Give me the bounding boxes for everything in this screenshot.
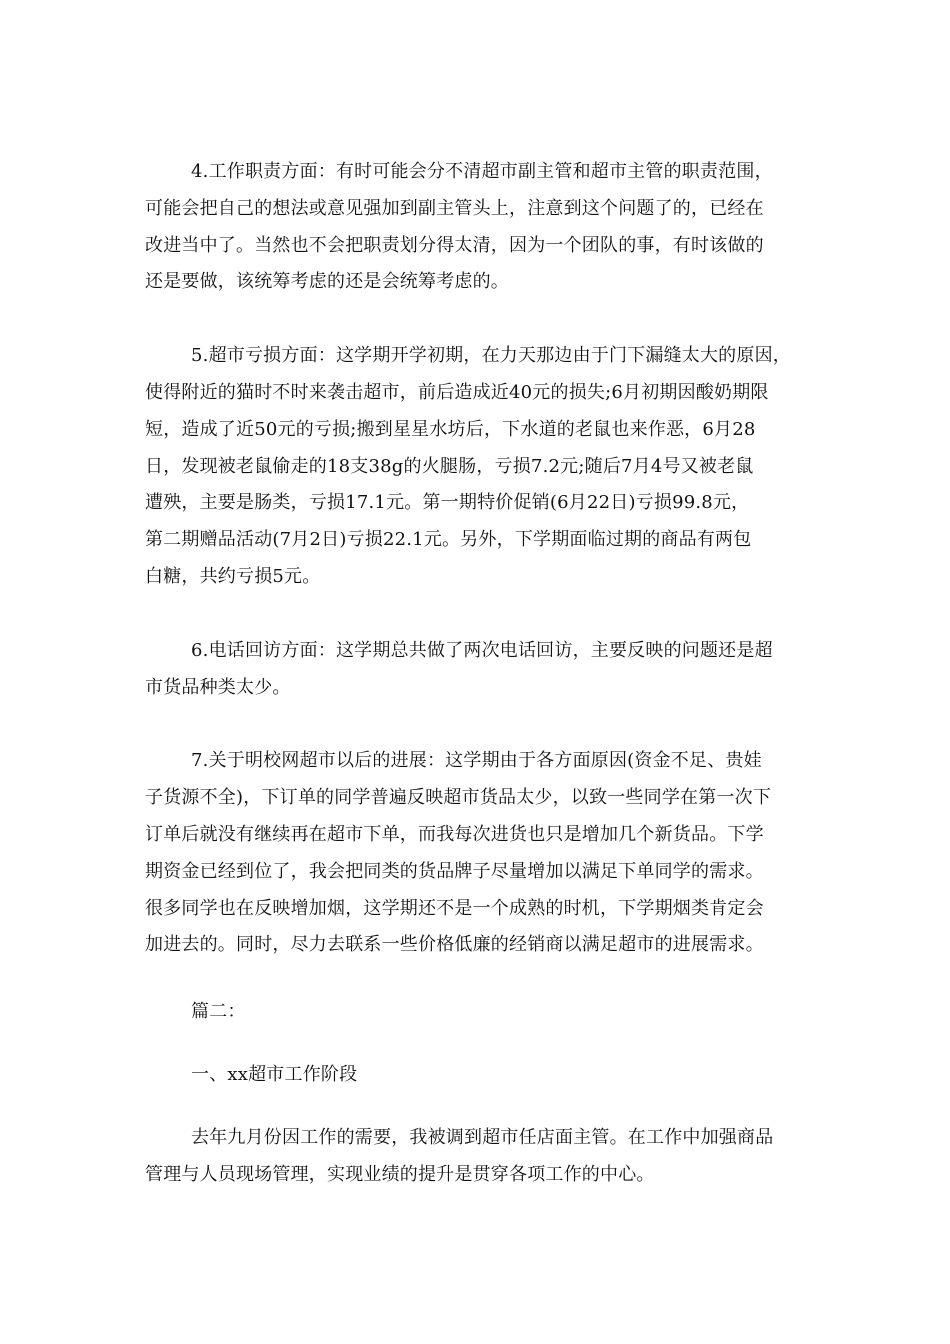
paragraph-line: 子货源不全)，下订单的同学普遍反映超市货品太少，以致一些同学在第一次下: [145, 787, 772, 809]
paragraph-line: 加进去的。同时，尽力去联系一些价格低廉的经销商以满足超市的进展需求。: [145, 934, 764, 956]
paragraph-line: 期资金已经到位了，我会把同类的货品牌子尽量增加以满足下单同学的需求。: [145, 860, 764, 882]
paragraph-line: 很多同学也在反映增加烟，这学期还不是一个成熟的时机，下学期烟类肯定会: [145, 897, 764, 919]
paragraph-store-supervisor: [145, 1120, 810, 1194]
section-heading-stage-one: [145, 1057, 810, 1094]
paragraph-line: 日，发现被老鼠偷走的18支38g的火腿肠，亏损7.2元;随后7月4号又被老鼠: [145, 455, 754, 477]
paragraph-line: 市货品种类太少。: [145, 676, 291, 698]
document-body: [145, 154, 810, 1193]
paragraph-line: 使得附近的猫时不时来袭击超市，前后造成近40元的损失;6月初期因酸奶期限: [145, 381, 769, 403]
paragraph-line: 篇二：: [191, 1001, 246, 1023]
section-heading-part-two: [145, 994, 810, 1031]
paragraph-future-progress: [145, 743, 810, 964]
paragraph-line: 订单后就没有继续再在超市下单，而我每次进货也只是增加几个新货品。下学: [145, 823, 764, 845]
paragraph-line: 7.关于明校网超市以后的进展：这学期由于各方面原因(资金不足、贵娃: [191, 750, 762, 772]
paragraph-line: 5.超市亏损方面：这学期开学初期，在力天那边由于门下漏缝太大的原因，: [191, 345, 791, 367]
paragraph-line: 短，造成了近50元的亏损;搬到星星水坊后，下水道的老鼠也来作恶，6月28: [145, 418, 756, 440]
paragraph-line: 可能会把自己的想法或意见强加到副主管头上，注意到这个问题了的，已经在: [145, 197, 764, 219]
paragraph-job-responsibilities: [145, 154, 810, 301]
paragraph-supermarket-loss: [145, 338, 810, 596]
paragraph-line: 第二期赠品活动(7月2日)亏损22.1元。另外，下学期面临过期的商品有两包: [145, 529, 752, 551]
paragraph-line: 白糖，共约亏损5元。: [145, 565, 321, 587]
paragraph-line: 管理与人员现场管理，实现业绩的提升是贯穿各项工作的中心。: [145, 1163, 655, 1185]
paragraph-line: 还是要做，该统筹考虑的还是会统筹考虑的。: [145, 271, 509, 293]
paragraph-phone-followup: [145, 633, 810, 707]
paragraph-line: 去年九月份因工作的需要，我被调到超市任店面主管。在工作中加强商品: [191, 1126, 774, 1148]
paragraph-line: 6.电话回访方面：这学期总共做了两次电话回访，主要反映的问题还是超: [191, 639, 773, 661]
paragraph-line: 4.工作职责方面：有时可能会分不清超市副主管和超市主管的职责范围，: [191, 161, 773, 182]
paragraph-line: 一、xx超市工作阶段: [191, 1063, 358, 1085]
paragraph-line: 遭殃，主要是肠类，亏损17.1元。第一期特价促销(6月22日)亏损99.8元，: [145, 492, 750, 514]
paragraph-line: 改进当中了。当然也不会把职责划分得太清，因为一个团队的事，有时该做的: [145, 234, 764, 256]
